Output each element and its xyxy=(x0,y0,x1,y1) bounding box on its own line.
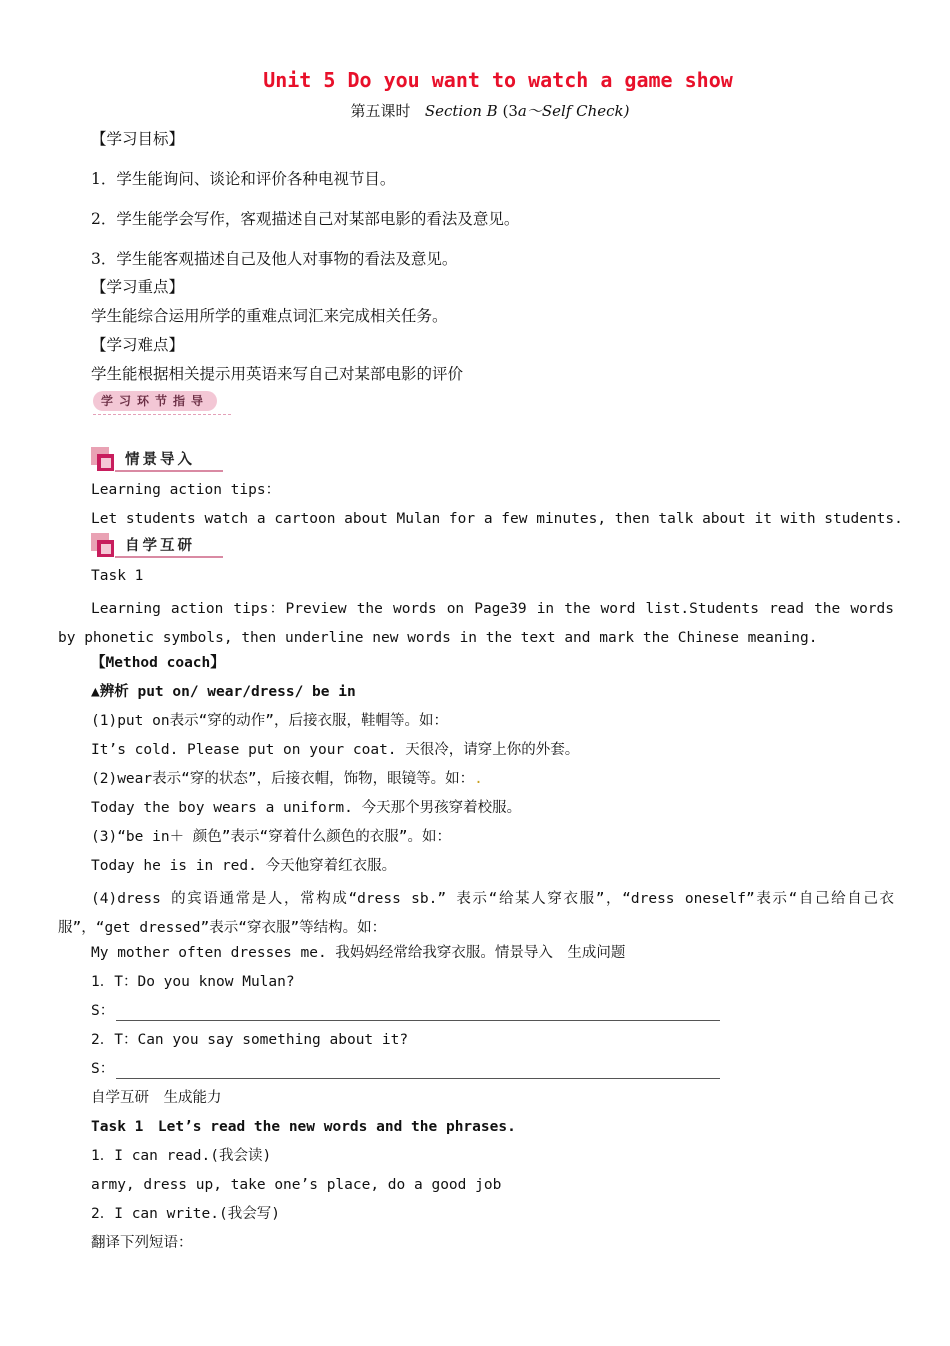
badge-square-icon xyxy=(101,544,111,554)
usage-note-text: (2)wear表示“穿的状态”，后接衣帽，饰物，眼镜等。如： xyxy=(91,771,475,787)
task-label: Task 1 xyxy=(91,568,144,584)
answer-blank[interactable] xyxy=(116,1064,720,1079)
section-range-rest: ～Self Check) xyxy=(526,102,630,120)
read-label: 1．I can read.(我会读) xyxy=(91,1148,272,1164)
key-points-heading: 【学习重点】 xyxy=(91,278,185,296)
section-badge-self-study xyxy=(91,530,226,560)
usage-note: (1)put on表示“穿的动作”，后接衣服，鞋帽等。如： xyxy=(91,713,449,729)
usage-note: (3)“be in＋ 颜色”表示“穿着什么颜色的衣服”。如： xyxy=(91,829,451,845)
usage-note: (4)dress 的宾语通常是人，常构成“dress sb.” 表示“给某人穿衣服”，“dress oneself”表示“自己给自己衣服”，“get dressed”表示“穿衣服”等结构。如： xyxy=(58,891,894,936)
section-range-open: (3 xyxy=(502,102,518,120)
section-range-a: a xyxy=(517,102,527,120)
lesson-subtitle xyxy=(0,100,950,121)
usage-example: It’s cold. Please put on your coat. 天很冷，请穿上你的外套。 xyxy=(91,742,580,758)
self-study-heading: 自学互研 生成能力 xyxy=(91,1090,222,1106)
question: 1．T：Do you know Mulan? xyxy=(91,974,295,990)
badge-underline xyxy=(115,470,223,472)
answer-blank[interactable] xyxy=(116,1006,720,1021)
section-badge-label: 自学互研 xyxy=(125,538,195,554)
section-badge-scenario xyxy=(91,444,226,474)
answer-line xyxy=(91,1059,720,1079)
write-label: 2．I can write.(我会写) xyxy=(91,1206,280,1222)
translate-heading: 翻译下列短语： xyxy=(91,1235,193,1251)
section-badge-label: 情景导入 xyxy=(125,452,195,468)
document-title: Unit 5 Do you want to watch a game show xyxy=(263,68,733,92)
contrast-heading: ▲辨析 put on/ wear/dress/ be in xyxy=(91,684,356,700)
task1-title: Task 1 Let’s read the new words and the phrases. xyxy=(91,1119,516,1135)
method-coach-heading: 【Method coach】 xyxy=(91,655,225,671)
guide-banner-label: 学习环节指导 xyxy=(93,391,217,411)
key-points-text: 学生能综合运用所学的重难点词汇来完成相关任务。 xyxy=(91,307,448,325)
difficulties-text: 学生能根据相关提示用英语来写自己对某部电影的评价 xyxy=(91,365,464,383)
question: 2．T：Can you say something about it? xyxy=(91,1032,409,1048)
read-words: army, dress up, take one’s place, do a good job xyxy=(91,1177,502,1193)
lesson-number: 第五课时 xyxy=(350,102,411,120)
difficulties-heading: 【学习难点】 xyxy=(91,336,185,354)
badge-underline xyxy=(115,556,223,558)
marker-dot: . xyxy=(474,771,483,787)
objective-item: 3．学生能客观描述自己及他人对事物的看法及意见。 xyxy=(91,250,458,268)
usage-note xyxy=(91,769,483,789)
task-tips: Learning action tips：Preview the words on Page39 in the word list.Students read the words by phonetic symbols, then underline new words in the text and mark the Chinese meaning. xyxy=(58,601,894,646)
tips-label: Learning action tips： xyxy=(91,482,281,498)
usage-example: My mother often dresses me. 我妈妈经常给我穿衣服。情景导入 生成问题 xyxy=(91,945,626,961)
section-name: Section B xyxy=(424,102,498,120)
tips-text: Let students watch a cartoon about Mulan for a few minutes, then talk about it with students. xyxy=(91,511,903,527)
guide-banner xyxy=(93,390,217,416)
objective-item: 1．学生能询问、谈论和评价各种电视节目。 xyxy=(91,170,396,188)
objectives-heading: 【学习目标】 xyxy=(91,130,185,148)
answer-line xyxy=(91,1001,720,1021)
usage-example: Today he is in red. 今天他穿着红衣服。 xyxy=(91,858,397,874)
guide-divider xyxy=(93,414,231,415)
answer-label: S： xyxy=(91,1061,115,1077)
usage-example: Today the boy wears a uniform. 今天那个男孩穿着校服。 xyxy=(91,800,522,816)
objective-item: 2．学生能学会写作，客观描述自己对某部电影的看法及意见。 xyxy=(91,210,520,228)
badge-square-icon xyxy=(101,458,111,468)
answer-label: S： xyxy=(91,1003,115,1019)
